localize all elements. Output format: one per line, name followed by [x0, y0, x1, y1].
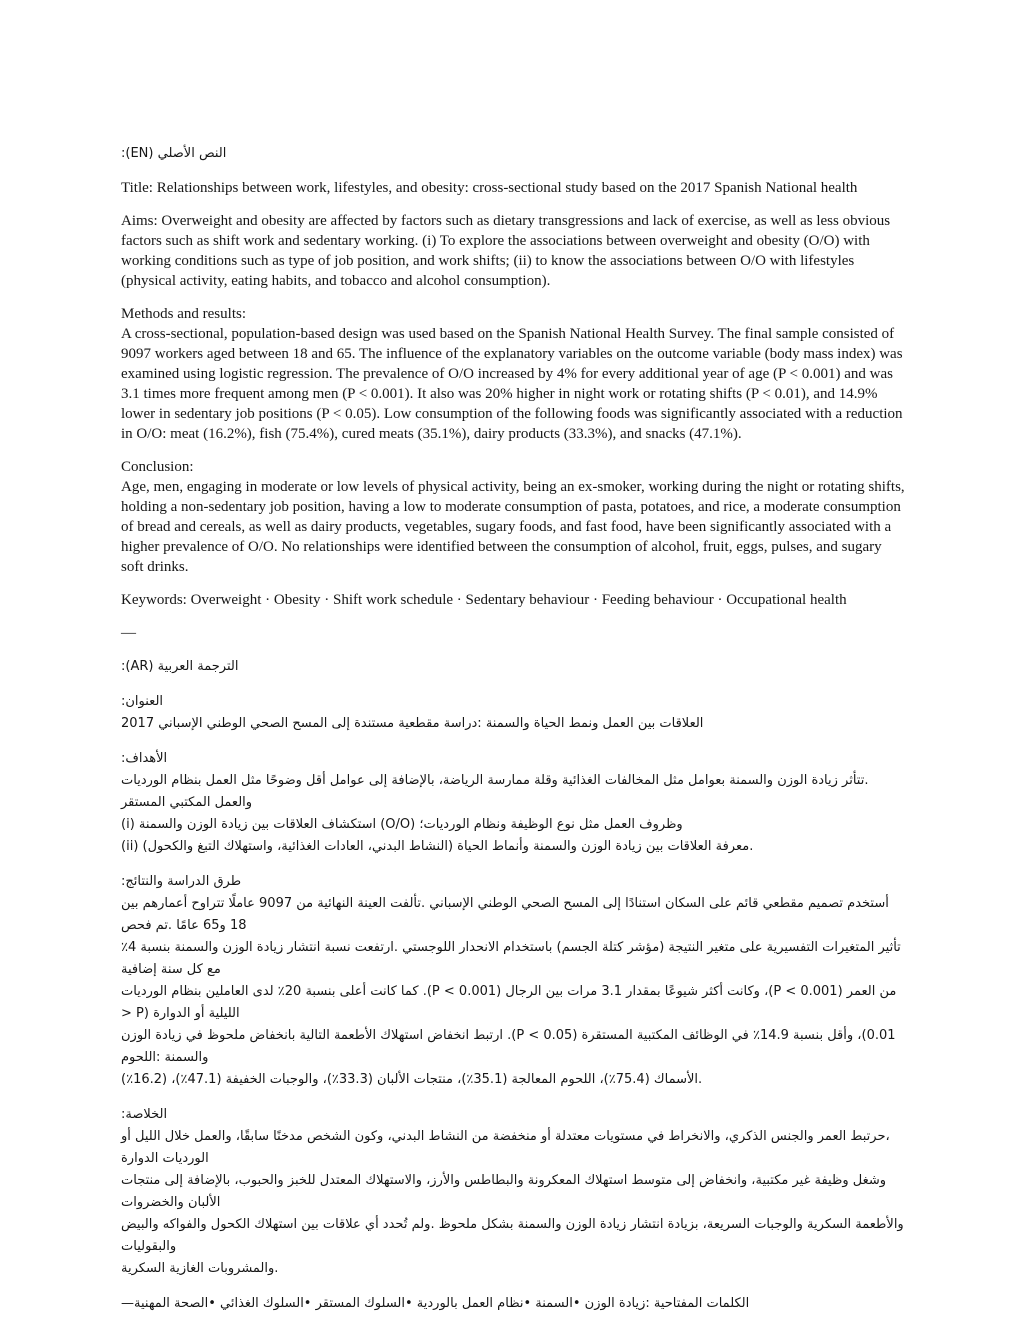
conclusion-heading: Conclusion: [121, 459, 194, 475]
arabic-aims-heading: الأهداف: [121, 751, 168, 766]
section-divider-dash: — [121, 625, 136, 641]
methods-block [121, 304, 907, 444]
arabic-text-line: .معرفة العلاقات بين زيادة الوزن والسمنة وأنماط الحياة (النشاط البدني، العادات الغذائية، واستهلاك التبغ والكحول) (ii) [121, 839, 754, 854]
arabic-title-block [121, 691, 907, 735]
arabic-text-line: ،حرتبط العمر والجنس الذكري، والانخراط في مستويات معتدلة أو منخفضة من النشاط البدني، وكون الشخص مدخنًا سابقًا، والعمل خلال الليل أو الورديات الدوارة [121, 1129, 890, 1166]
arabic-conclusion-lines [121, 1126, 907, 1280]
document-page [121, 143, 907, 1328]
arabic-title-line: العلاقات بين العمل ونمط الحياة والسمنة :دراسة مقطعية مستندة إلى المسح الصحي الوطني الإسباني 2017 [121, 716, 704, 731]
arabic-text-line: أستخدم تصميم مقطعي قائم على السكان استنادًا إلى المسح الصحي الوطني الإسباني .تألفت العينة النهائية من 9097 عاملًا تتراوح أعمارهم بين 18 و65 عامًا .تم فحص [121, 896, 889, 933]
paper-title: Title: Relationships between work, lifestyles, and obesity: cross-sectional study based on the 2017 Spanish National health [121, 180, 858, 196]
original-text-heading-ar: النص الأصلي (EN): [121, 146, 227, 161]
arabic-aims-block [121, 748, 907, 858]
methods-heading: Methods and results: [121, 306, 246, 322]
arabic-methods-block [121, 871, 907, 1091]
arabic-title-heading: العنوان: [121, 694, 164, 709]
arabic-text-line: .الأسماك (75.4٪)، اللحوم المعالجة (35.1٪)، منتجات الألبان (33.3٪)، والوجبات الخفيفة (47.1٪)، (16.2٪) [121, 1072, 703, 1087]
arabic-keywords-line: الكلمات المفتاحية :زيادة الوزن •السمنة •نظام العمل بالوردية •السلوك المستقر •السلوك الغذائي •الصحة المهنية— [121, 1296, 750, 1311]
arabic-text-line: وظروف العمل مثل نوع الوظيفة ونظام الورديات؛ (O/O) استكشاف العلاقات بين زيادة الوزن والسمنة (i) [121, 817, 683, 832]
arabic-text-line: 0.01)، وأقل بنسبة 14.9٪ في الوظائف المكتبية المستقرة (P < 0.05). ارتبط انخفاض استهلاك الأطعمة التالية بانخفاض ملحوظ في زيادة الوزن والسمنة :اللحوم [121, 1028, 896, 1065]
conclusion-block [121, 457, 907, 577]
arabic-text-line: .والمشروبات الغازية السكرية [121, 1261, 279, 1276]
arabic-translation-heading: الترجمة العربية (AR): [121, 659, 239, 674]
methods-paragraph: A cross-sectional, population-based design was used based on the Spanish National Health Survey. The final sample consisted of 9097 workers aged between 18 and 65. The influence of the explanatory variables on the outcome variable (body mass index) was examined using logistic regression. The prevalence of O/O increased by 4% for every additional year of age (P < 0.001) and was 3.1 times more frequent among men (P < 0.001). It also was 20% higher in night work or rotating shifts (P < 0.01), and 14.9% lower in sedentary job positions (P < 0.05). Low consumption of the following foods was significantly associated with a reduction in O/O: meat (16.2%), fish (75.4%), cured meats (35.1%), dairy products (33.3%), and snacks (47.1%). [121, 326, 903, 442]
arabic-text-line: .تتأثر زيادة الوزن والسمنة بعوامل مثل المخالفات الغذائية وقلة ممارسة الرياضة، بالإضافة إلى عوامل أقل وضوحًا مثل العمل بنظام الورديات والعمل المكتبي المستقر [121, 773, 869, 810]
arabic-text-line: تأثير المتغيرات التفسيرية على متغير النتيجة (مؤشر كتلة الجسم) باستخدام الانحدار اللوجستي .ارتفعت نسبة انتشار زيادة الوزن والسمنة بنسبة 4٪ مع كل سنة إضافية [121, 940, 901, 977]
arabic-text-line: من العمر (P < 0.001)، وكانت أكثر شيوعًا بمقدار 3.1 مرات بين الرجال (P < 0.001). كما كانت أعلى بنسبة 20٪ لدى العاملين بنظام الورديات الليلية أو الدوارة (P < [121, 984, 897, 1021]
conclusion-paragraph: Age, men, engaging in moderate or low levels of physical activity, being an ex-smoker, working during the night or rotating shifts, holding a non-sedentary job position, having a low to moderate consumption of pasta, potatoes, and rice, a moderate consumption of bread and cereals, as well as dairy products, vegetables, sugary foods, and fast food, have been significantly associated with a higher prevalence of O/O. No relationships were identified between the consumption of alcohol, fruit, eggs, pulses, and sugary soft drinks. [121, 479, 905, 575]
arabic-text-line: والأطعمة السكرية والوجبات السريعة، بزيادة انتشار زيادة الوزن والسمنة بشكل ملحوظ .ولم تُحدد أي علاقات بين استهلاك الكحول والفواكه والبيض والبقوليات [121, 1217, 904, 1254]
arabic-aims-lines [121, 770, 907, 858]
aims-paragraph: Aims: Overweight and obesity are affected by factors such as dietary transgressions and lack of exercise, as well as less obvious factors such as shift work and sedentary working. (i) To explore the associations between overweight and obesity (O/O) with working conditions such as type of job position, and work shifts; (ii) to know the associations between O/O with lifestyles (physical activity, eating habits, and tobacco and alcohol consumption). [121, 213, 891, 289]
arabic-text-line: وشغل وظيفة غير مكتبية، وانخفاض إلى متوسط استهلاك المعكرونة والبطاطس والأرز، والاستهلاك المعتدل للخبز والحبوب، بالإضافة إلى منتجات الألبان والخضروات [121, 1173, 887, 1210]
arabic-methods-heading: طرق الدراسة والنتائج: [121, 874, 242, 889]
keywords-line: Keywords: Overweight · Obesity · Shift work schedule · Sedentary behaviour · Feeding behaviour · Occupational health [121, 592, 847, 608]
arabic-methods-lines [121, 893, 907, 1091]
arabic-conclusion-block [121, 1104, 907, 1280]
arabic-conclusion-heading: الخلاصة: [121, 1107, 168, 1122]
